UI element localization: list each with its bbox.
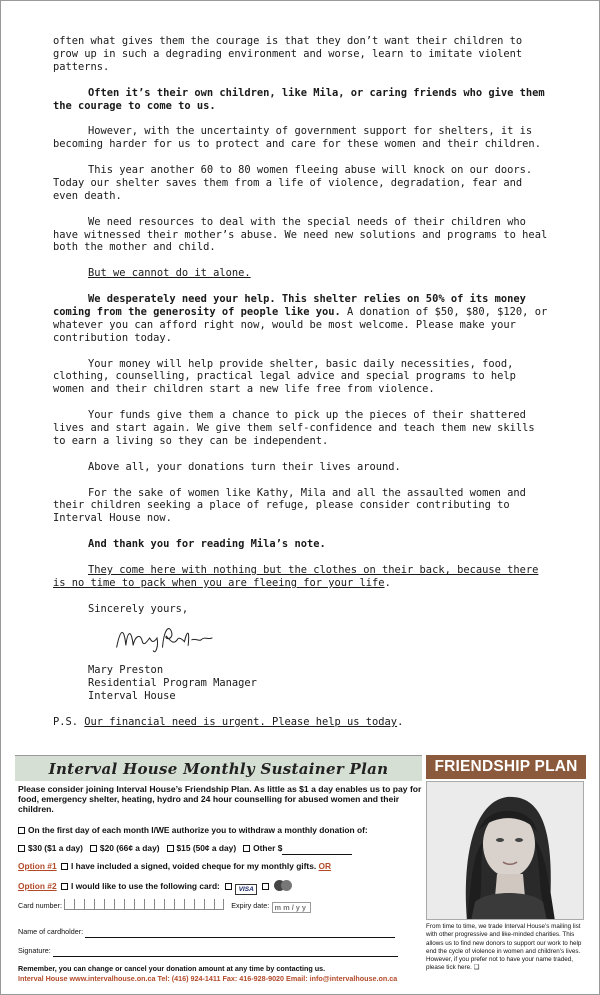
ps-text: Our financial need is urgent. Please help us today (84, 716, 398, 729)
paragraph-courage: often what gives them the courage is that they don’t want their children to grow up in such a degrading environment and worse, learn to imitate violent patterns. (53, 35, 523, 73)
friendship-title: FRIENDSHIP PLAN (426, 755, 586, 779)
option2-text: I would like to use the following card: (70, 881, 220, 891)
period: . (397, 716, 404, 729)
option2-row (18, 880, 294, 895)
paragraph-funds: Your funds give them a chance to pick up the pieces of their shattered lives and start again. We give them self-confidence and teach them new skills to earn a living so they can be independent. (53, 409, 535, 447)
authorize-checkbox[interactable] (18, 827, 25, 834)
signer-title: Residential Program Manager (88, 677, 257, 690)
portrait-image (427, 782, 584, 920)
period: . (384, 576, 391, 589)
card-number-label: Card number: (18, 901, 62, 910)
option2-checkbox[interactable] (61, 883, 68, 890)
paragraph-sake: For the sake of women like Kathy, Mila and all the assaulted women and their children seeking a place of refuge, please consider contributing to Interval House now. (53, 486, 526, 525)
option1-row (18, 861, 331, 871)
cardholder-field[interactable] (85, 927, 395, 938)
signer-organization: Interval House (88, 690, 176, 703)
remember-note: Remember, you can change or cancel your donation amount at any time by contacting us. (18, 964, 326, 973)
paragraph-this-year: This year another 60 to 80 women fleeing abuse will knock on our doors. Today our shelter saves them from a life of violence, degradation, fear and even death. (53, 164, 533, 202)
woman-photo (426, 781, 584, 920)
amount-20-label: $20 (66¢ a day) (99, 843, 160, 853)
expiry-field[interactable]: mm/yy (272, 902, 311, 913)
friendship-plan-panel (426, 755, 586, 985)
expiry-label: Expiry date: (231, 901, 270, 910)
friendship-paragraph: From time to time, we trade Interval House’s mailing list with other progressive and like-minded charities. This allows us to find new donors to support our work to help end the cycle of violence in women and children’s lives. However, if you prefer not to have your name traded, please tick here. (426, 923, 582, 972)
amount-30-label: $30 ($1 a day) (28, 843, 83, 853)
form-intro: Please consider joining Interval House’s Friendship Plan. As little as $1 a day enables us to pay for food, emergency shelter, heating, hydro and 24 hour counselling for abused women and their children. (18, 784, 422, 814)
visa-icon: VISA (235, 884, 257, 895)
friendship-text (426, 923, 586, 973)
signature-block (88, 603, 553, 704)
paragraph-above-all: Above all, your donations turn their lives around. (88, 460, 401, 473)
bold-text: Often it’s their own children, like Mila, or caring friends who give them the courage to come to us. (53, 86, 545, 112)
signature-row (18, 945, 398, 957)
amount-30-checkbox[interactable] (18, 845, 25, 852)
amount-other-checkbox[interactable] (243, 845, 250, 852)
card-number-field[interactable] (64, 899, 224, 912)
closing: Sincerely yours, (88, 602, 189, 615)
option1-label: Option #1 (18, 861, 57, 871)
option1-checkbox[interactable] (61, 863, 68, 870)
paragraph-need-help (53, 293, 553, 345)
paragraph-resources: We need resources to deal with the special needs of their children who have witnessed their mother’s abuse. We need new solutions and programs to heal both the mother and child. (53, 215, 548, 254)
letter-body (53, 35, 553, 742)
signature-field[interactable] (53, 946, 398, 957)
opt-out-checkbox[interactable]: ❑ (473, 964, 480, 972)
option2-label: Option #2 (18, 881, 57, 891)
underlined-text: But we cannot do it alone. (88, 267, 251, 280)
signer-name: Mary Preston (88, 664, 164, 677)
bold-text: And thank you for reading Mila’s note. (88, 538, 326, 551)
bold-text: We desperately need your help. This shelter relies on 50% of its money coming from the generosity of people like you. (53, 293, 526, 318)
paragraph-uncertainty: However, with the uncertainty of government support for shelters, it is becoming harder for us to protect and care for these women and their children. (53, 125, 541, 151)
amount-20-checkbox[interactable] (90, 845, 97, 852)
other-amount-field[interactable] (282, 844, 352, 855)
card-number-row (18, 899, 311, 913)
cardholder-row (18, 926, 395, 938)
handwritten-signature (113, 618, 223, 658)
mastercard-icon (272, 880, 294, 891)
mastercard-checkbox[interactable] (262, 883, 269, 890)
or-label: OR (318, 861, 332, 871)
form-title: Interval House Monthly Sustainer Plan (15, 755, 422, 781)
sustainer-plan-form (15, 755, 422, 985)
paragraph-nothing (53, 564, 553, 590)
amount-row (18, 843, 352, 855)
postscript (53, 716, 553, 729)
plain-text: A donation of $50, $80, $120, or whatever you can afford right now, would be most welcome. Please make your contribution today. (53, 305, 548, 344)
contact-footer: Interval House www.intervalhouse.on.ca Tel: (416) 924-1411 Fax: 416-928-9020 Email: info@intervalhouse.on.ca (18, 974, 398, 983)
amount-15-checkbox[interactable] (167, 845, 174, 852)
authorize-row (18, 825, 368, 835)
visa-checkbox[interactable] (225, 883, 232, 890)
ps-label: P.S. (53, 716, 85, 729)
underlined-text: They come here with nothing but the clothes on their back, because there is no time to pack when you are fleeing for your life (53, 563, 539, 589)
paragraph-children (53, 87, 553, 113)
paragraph-money: Your money will help provide shelter, basic daily necessities, food, clothing, counselling, practical legal advice and special programs to help women and their children start a new life free from violence. (53, 357, 516, 396)
paragraph-thank-you (53, 538, 553, 551)
authorize-label: On the first day of each month I/WE authorize you to withdraw a monthly donation of: (28, 825, 368, 835)
signature-label: Signature: (18, 946, 51, 955)
cardholder-label: Name of cardholder: (18, 927, 84, 936)
amount-other-label: Other $ (253, 843, 283, 853)
paragraph-alone (53, 267, 553, 280)
option1-text: I have included a signed, voided cheque for my monthly gifts. (70, 861, 317, 871)
amount-15-label: $15 (50¢ a day) (176, 843, 237, 853)
